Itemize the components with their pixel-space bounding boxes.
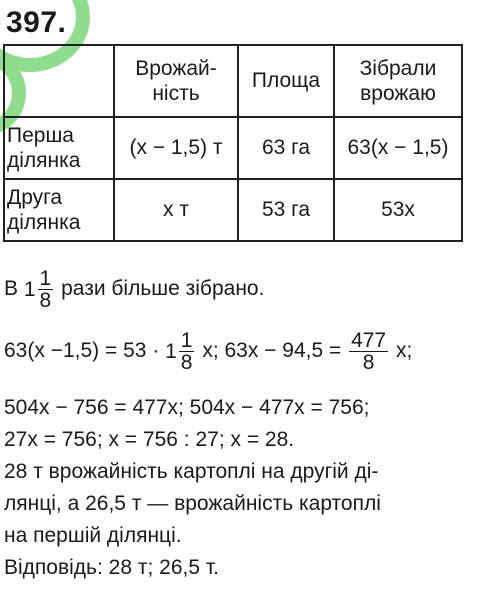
row-label-first [4, 117, 114, 179]
equation1-fraction [349, 330, 388, 373]
statement-line [4, 268, 264, 311]
equation1-end: x; [395, 339, 413, 363]
data-table [3, 44, 463, 242]
table-header-area [238, 45, 334, 117]
statement-numerator: 1 [39, 267, 52, 290]
equation1-numerator: 477 [351, 329, 387, 352]
equation1-denominator: 8 [362, 351, 375, 374]
table-row [4, 179, 462, 241]
equation1-left: 63(x −1,5) = 53 · [4, 339, 166, 363]
cell-yield-first: (x − 1,5) т [114, 117, 238, 179]
table-header-harvest [334, 45, 462, 117]
header-yield-line1: Врожай- [135, 56, 217, 80]
equation1-mixed-denominator: 8 [180, 351, 193, 374]
solution-line-3: 28 т врожайність картоплі на другій ді- [4, 460, 379, 483]
solution-line-2: 27x = 756; x = 756 : 27; x = 28. [4, 428, 295, 451]
equation1-middle: x; 63x − 94,5 = [202, 339, 348, 363]
solution-line-1: 504x − 756 = 477x; 504x − 477x = 756; [4, 396, 370, 419]
equation1-mixed-numerator: 1 [180, 329, 193, 352]
statement-denominator: 8 [39, 289, 52, 312]
equation1-mixed-number [165, 330, 196, 373]
statement-fraction [38, 268, 54, 311]
equation-line-1 [4, 330, 412, 373]
table-header-empty [4, 45, 114, 117]
answer-line: Відповідь: 28 т; 26,5 т. [4, 556, 219, 579]
table-header-yield [114, 45, 238, 117]
solution-line-5: на першій ділянці. [4, 524, 182, 547]
cell-harvest-first: 63(x − 1,5) [334, 117, 462, 179]
table-header-row [4, 45, 462, 117]
cell-yield-second: x т [114, 179, 238, 241]
header-harvest-line2: врожаю [360, 82, 436, 105]
row-label-second-line1: Друга [7, 185, 63, 209]
row-label-second [4, 179, 114, 241]
cell-area-first: 63 га [238, 117, 334, 179]
solution-line-4: лянці, а 26,5 т — врожайність картоплі [4, 492, 381, 515]
statement-suffix: рази більше зібрано. [61, 277, 265, 301]
cell-harvest-second: 53x [334, 179, 462, 241]
row-label-first-line1: Перша [7, 123, 74, 147]
table-row [4, 117, 462, 179]
row-label-first-line2: ділянка [7, 149, 81, 172]
header-yield-line2: ність [152, 82, 200, 105]
statement-whole: 1 [23, 277, 36, 301]
row-label-second-line2: ділянка [7, 211, 81, 234]
header-area-line1: Площа [251, 69, 321, 93]
header-harvest-line1: Зібрали [359, 56, 437, 80]
cell-area-second: 53 га [238, 179, 334, 241]
equation1-mixed-whole: 1 [165, 339, 177, 363]
problem-number: 397. [6, 6, 67, 39]
statement-prefix: В [4, 277, 19, 301]
equation1-mixed-fraction [179, 330, 195, 373]
statement-mixed-number [24, 268, 55, 311]
